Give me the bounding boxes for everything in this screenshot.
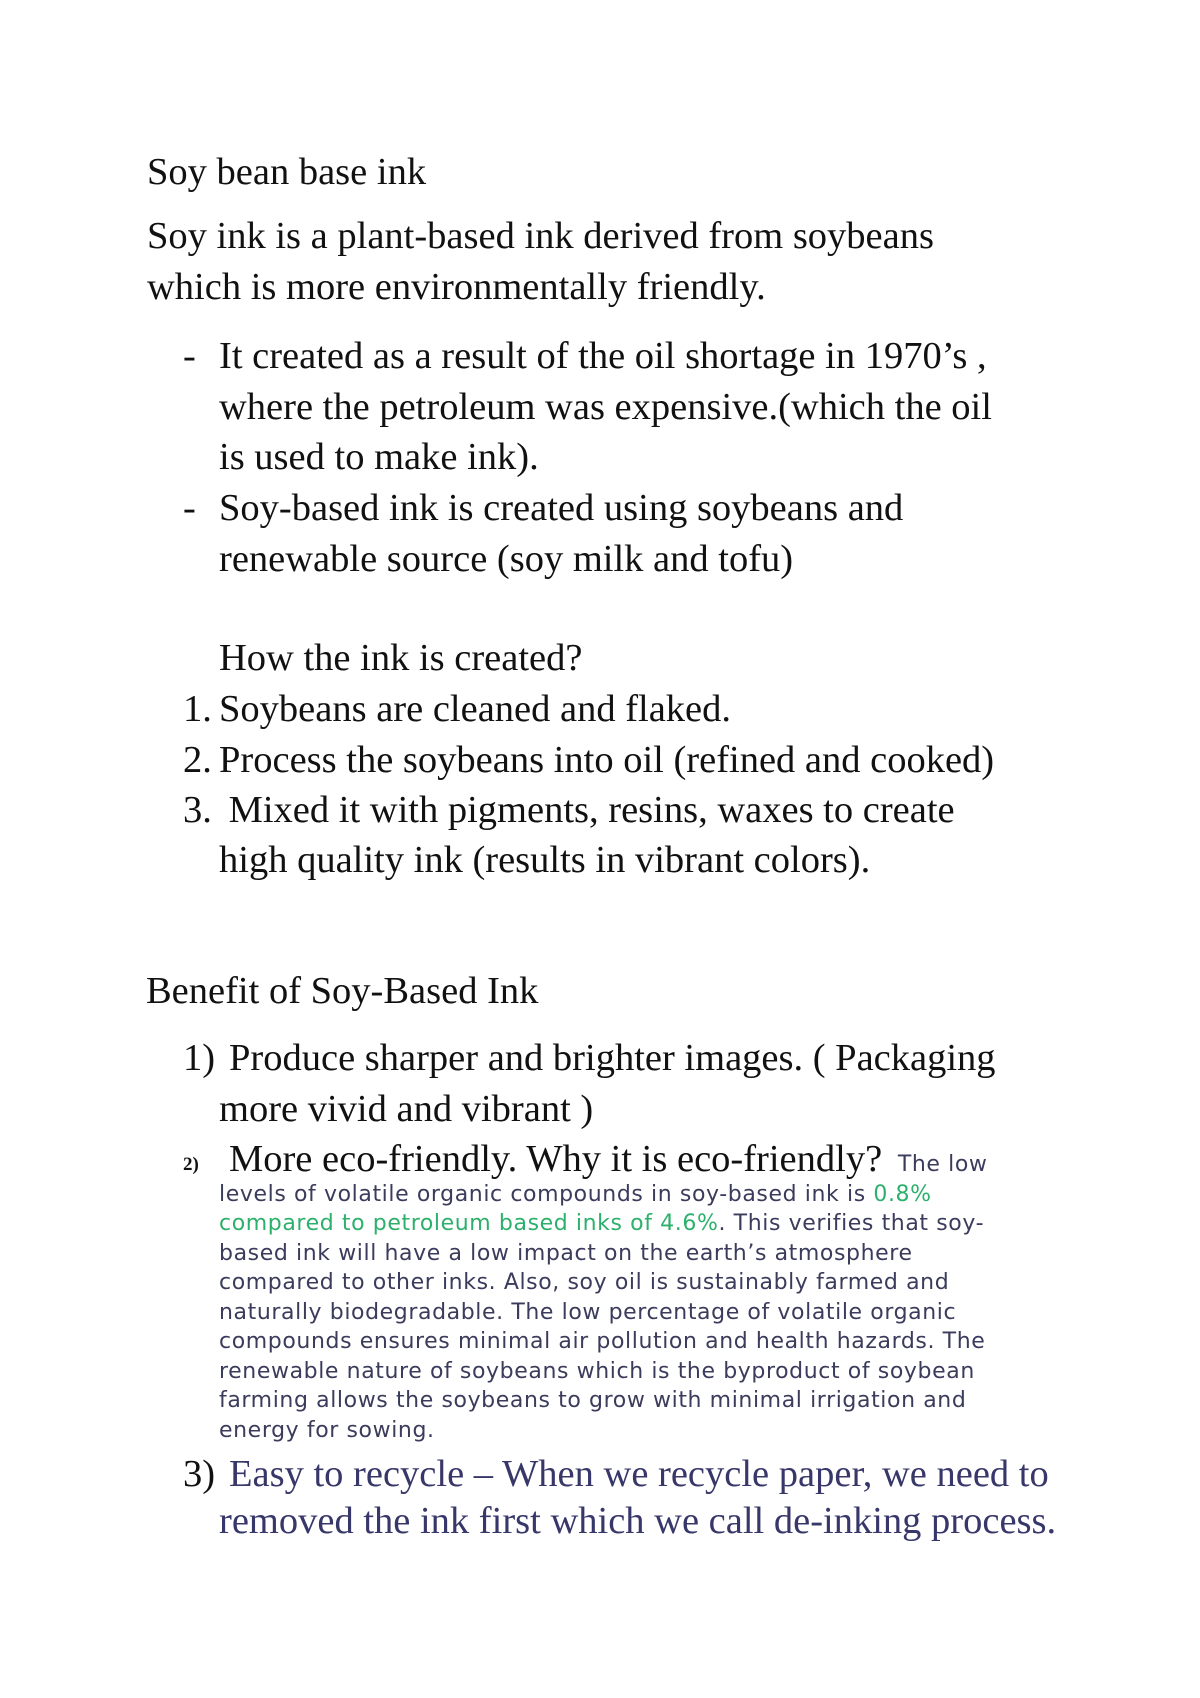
bullet-1-line-1: It created as a result of the oil shortage in 1970’s , <box>219 335 987 377</box>
benefit-2-body-line: renewable nature of soybeans which is the byproduct of soybean <box>219 1359 975 1384</box>
benefit-marker: 2) <box>183 1154 199 1175</box>
benefit-3-line-1: Easy to recycle – When we recycle paper, we need to <box>229 1453 1049 1495</box>
intro-line-1: Soy ink is a plant-based ink derived from soybeans <box>147 215 934 257</box>
benefit-2-line-2-text: levels of volatile organic compounds in soy-based ink is <box>219 1182 874 1207</box>
bullet-1-line-2: where the petroleum was expensive.(which the oil <box>219 386 992 428</box>
benefit-2-line-3 <box>219 1209 984 1239</box>
benefit-2-body-line: naturally biodegradable. The low percentage of volatile organic <box>219 1300 957 1325</box>
step-1-text: Soybeans are cleaned and flaked. <box>219 688 732 730</box>
benefit-2-heading-text: More eco-friendly. Why it is eco-friendly? <box>229 1138 883 1180</box>
benefit-1-line-1: Produce sharper and brighter images. ( Packaging <box>229 1037 996 1079</box>
benefit-2-body-line: energy for sowing. <box>219 1418 435 1443</box>
benefit-1-line-2: more vivid and vibrant ) <box>219 1088 594 1130</box>
benefit-2-body-line: based ink will have a low impact on the earth’s atmosphere <box>219 1241 913 1266</box>
benefit-marker: 3) <box>183 1453 216 1495</box>
benefit-2-body-line: compounds ensures minimal air pollution and health hazards. The <box>219 1329 986 1354</box>
step-2-text: Process the soybeans into oil (refined and cooked) <box>219 739 995 781</box>
bullet-1-line-3: is used to make ink). <box>219 436 539 478</box>
benefit-marker: 1) <box>183 1037 216 1079</box>
benefit-2-highlight-value: 0.8% <box>873 1182 932 1207</box>
benefit-2-line-3-text: . This verifies that soy- <box>718 1211 985 1236</box>
document-title: Soy bean base ink <box>147 151 427 193</box>
benefit-2-body-line: farming allows the soybeans to grow with minimal irrigation and <box>219 1388 967 1413</box>
step-3-line-2: high quality ink (results in vibrant colors). <box>219 839 871 881</box>
benefit-2-highlight-comparison: compared to petroleum based inks of 4.6% <box>219 1211 719 1236</box>
bullet-marker: - <box>183 335 196 377</box>
step-3-line-1: Mixed it with pigments, resins, waxes to create <box>219 789 955 831</box>
benefit-2-body-line: compared to other inks. Also, soy oil is sustainably farmed and <box>219 1270 950 1295</box>
bullet-marker: - <box>183 487 196 529</box>
step-marker: 3. <box>183 789 212 831</box>
benefit-2-line-2 <box>219 1180 932 1210</box>
benefit-2-heading <box>229 1134 988 1184</box>
bullet-2-line-2: renewable source (soy milk and tofu) <box>219 538 794 580</box>
step-marker: 2. <box>183 739 212 781</box>
benefit-3-line-2: removed the ink first which we call de-inking process. <box>219 1500 1057 1542</box>
bullet-2-line-1: Soy-based ink is created using soybeans and <box>219 487 904 529</box>
intro-line-2: which is more environmentally friendly. <box>147 266 766 308</box>
benefit-2-first-fragment: The low <box>897 1152 988 1177</box>
benefit-heading: Benefit of Soy-Based Ink <box>146 970 539 1012</box>
step-marker: 1. <box>183 688 212 730</box>
how-heading: How the ink is created? <box>219 637 583 679</box>
